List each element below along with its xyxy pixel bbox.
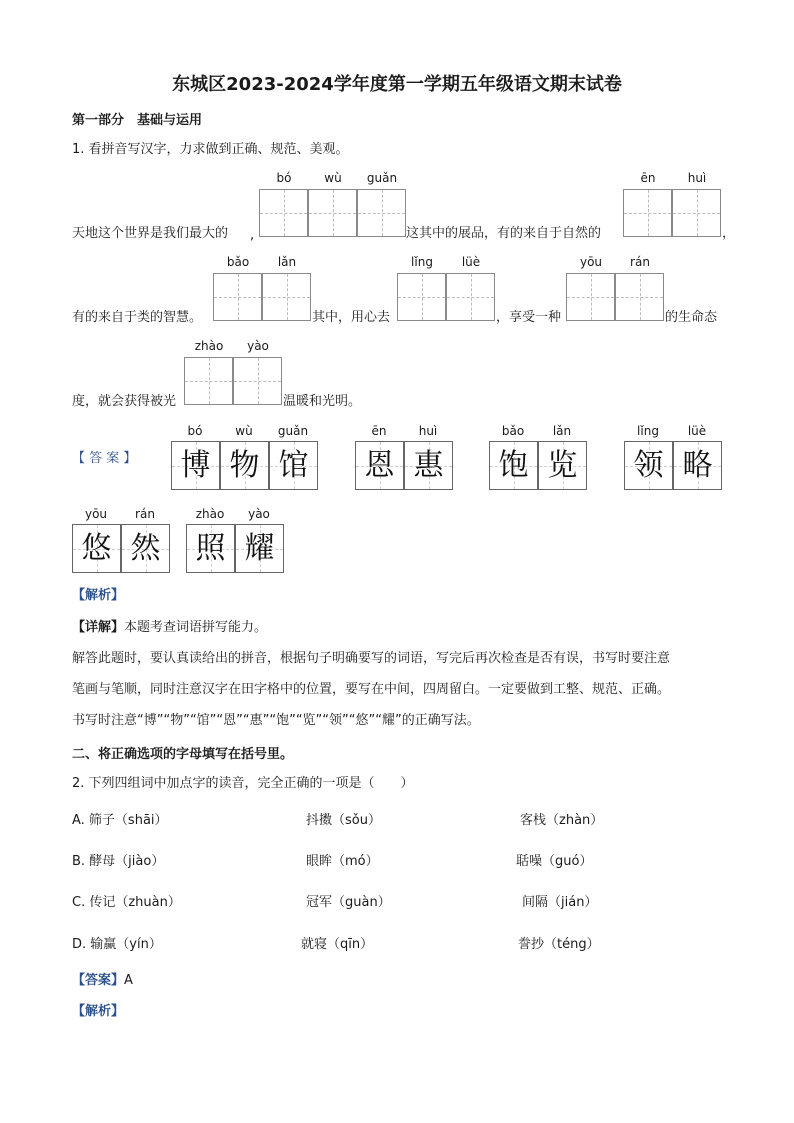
writing-box[interactable]: [623, 189, 672, 237]
writing-box[interactable]: [397, 273, 446, 321]
answer-char-box: 馆: [269, 441, 318, 490]
answer-char-box: 然: [121, 524, 170, 573]
part1-heading: 第一部分 基础与运用: [72, 113, 203, 128]
writing-box[interactable]: [259, 189, 308, 237]
q2-answer-label: 【答案】: [72, 973, 125, 988]
answer-pinyin-hui: huì: [418, 424, 438, 438]
detail-line: [72, 619, 267, 637]
q1-line1-text-b: 这其中的展品，有的来自于自然的: [406, 226, 602, 241]
writing-box[interactable]: [262, 273, 311, 321]
pinyin-guan: guǎn: [366, 171, 398, 185]
q2-option-d-2: 就寝（qīn）: [301, 937, 374, 952]
q2-option-c-2: 冠军（guàn）: [306, 895, 391, 910]
answer-pinyin-bo: bó: [187, 424, 203, 438]
analysis-label: 【解析】: [72, 588, 125, 603]
pinyin-wu: wù: [324, 171, 342, 185]
q2-option-c-1: C. 传记（zhuàn）: [72, 895, 181, 910]
answer-char-box: 领: [624, 441, 673, 490]
writing-box[interactable]: [357, 189, 406, 237]
pinyin-yao: yào: [247, 339, 269, 353]
writing-box[interactable]: [446, 273, 495, 321]
page-title: 东城区2023-2024学年度第一学期五年级语文期末试卷: [172, 74, 622, 95]
writing-box[interactable]: [308, 189, 357, 237]
pinyin-en: ēn: [640, 171, 656, 185]
answer-pinyin-yao: yào: [248, 507, 270, 521]
answer-pinyin-bao: bǎo: [501, 424, 525, 438]
q2-option-b-1: B. 酵母（jiào）: [72, 854, 165, 869]
q2-option-b-2: 眼眸（mó）: [306, 854, 379, 869]
answer-pinyin-guan: guǎn: [277, 424, 309, 438]
pinyin-bao: bǎo: [226, 255, 250, 269]
q2-option-c-3: 间隔（jián）: [522, 895, 598, 910]
writing-box[interactable]: [566, 273, 615, 321]
answer-char-box: 耀: [235, 524, 284, 573]
pinyin-zhao: zhào: [194, 339, 224, 353]
detail-text: 本题考查词语拼写能力。: [124, 620, 268, 635]
pinyin-bo: bó: [276, 171, 292, 185]
q2-answer-value: A: [124, 973, 133, 988]
answer-pinyin-lue: lüè: [687, 424, 707, 438]
answer-pinyin-lan: lǎn: [552, 424, 572, 438]
q2-option-d-1: D. 输赢（yín）: [72, 937, 162, 952]
q1-line1-text-c: ，: [722, 226, 736, 241]
answer-char-box: 照: [186, 524, 235, 573]
q2-option-d-3: 誊抄（téng）: [518, 937, 600, 952]
answer-char-box: 物: [220, 441, 269, 490]
pinyin-you: yōu: [579, 255, 603, 269]
writing-box[interactable]: [213, 273, 262, 321]
q1-line2-text-b: 其中，用心去: [312, 310, 391, 325]
detail-paragraph-3: 书写时注意“博”“物”“馆”“恩”“惠”“饱”“览”“领”“悠”“耀”的正确写法。: [72, 713, 480, 728]
answer-char-box: 悠: [72, 524, 121, 573]
pinyin-hui: huì: [687, 171, 707, 185]
q2-prompt: 2. 下列四组词中加点字的读音，完全正确的一项是（ ）: [72, 776, 414, 791]
q1-line2-text-a: 有的来自于类的智慧。: [72, 310, 203, 325]
writing-box[interactable]: [615, 273, 664, 321]
writing-box[interactable]: [672, 189, 721, 237]
q2-option-a-3: 客栈（zhàn）: [520, 813, 604, 828]
pinyin-lan: lǎn: [277, 255, 297, 269]
writing-box[interactable]: [233, 357, 282, 405]
q1-prompt: 1. 看拼音写汉字，力求做到正确、规范、美观。: [72, 142, 349, 157]
part2-heading: 二、将正确选项的字母填写在括号里。: [72, 747, 294, 762]
q1-line2-text-d: 的生命态: [665, 310, 718, 325]
answer-char-box: 博: [171, 441, 220, 490]
q2-option-a-2: 抖擞（sǒu）: [306, 813, 381, 828]
q1-line2-text-c: ，享受一种: [496, 310, 562, 325]
q1-line1-text-a: 天地这个世界是我们最大的: [72, 226, 229, 241]
q2-answer-line: [72, 972, 133, 990]
q2-option-a-1: A. 筛子（shāi）: [72, 813, 168, 828]
answer-char-box: 惠: [404, 441, 453, 490]
pinyin-ling: lǐng: [411, 255, 433, 269]
answer-char-box: 略: [673, 441, 722, 490]
detail-paragraph-1: 解答此题时，要认真读给出的拼音，根据句子明确要写的词语，写完后再次检查是否有误，书写时要注意: [72, 651, 671, 666]
detail-paragraph-2: 笔画与笔顺，同时注意汉字在田字格中的位置，要写在中间，四周留白。一定要做到工整、规范、正确。: [72, 682, 671, 697]
answer-char-box: 恩: [355, 441, 404, 490]
answer-pinyin-zhao: zhào: [195, 507, 225, 521]
detail-label: 【详解】: [72, 620, 125, 635]
answer-pinyin-you: yōu: [84, 507, 108, 521]
q1-line3-text-a: 度，就会获得被光: [72, 394, 177, 409]
answer-char-box: 饱: [489, 441, 538, 490]
pinyin-ran: rán: [630, 255, 650, 269]
answer-pinyin-ling: lǐng: [637, 424, 659, 438]
q1-line3-text-b: 温暖和光明。: [283, 394, 362, 409]
answer-label: 【 答 案 】: [72, 451, 137, 466]
answer-pinyin-en: ēn: [371, 424, 387, 438]
writing-box[interactable]: [184, 357, 233, 405]
answer-pinyin-wu: wù: [235, 424, 253, 438]
q2-analysis-label: 【解析】: [72, 1004, 125, 1019]
q2-option-b-3: 聒噪（guó）: [516, 854, 593, 869]
answer-char-box: 览: [538, 441, 587, 490]
pinyin-lue: lüè: [461, 255, 481, 269]
answer-pinyin-ran: rán: [135, 507, 155, 521]
